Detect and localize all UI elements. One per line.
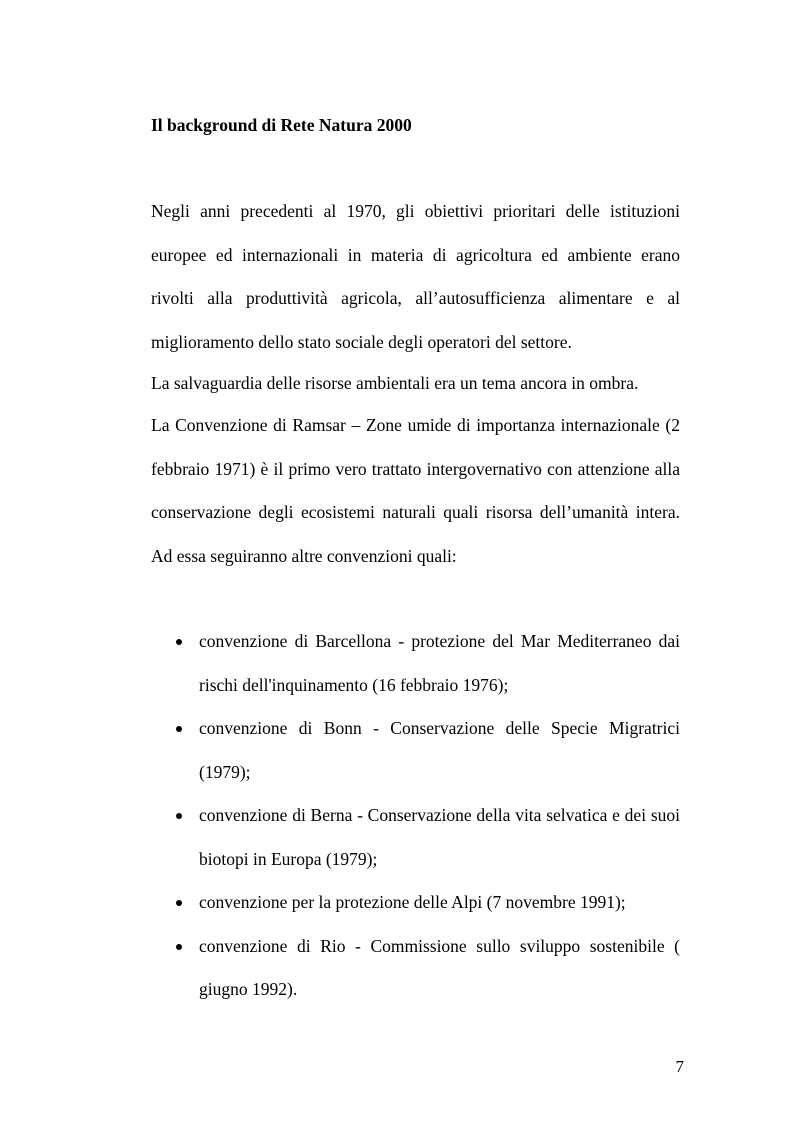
- bullet-icon: [176, 726, 182, 732]
- list-item: [151, 925, 680, 1012]
- conventions-list: [151, 620, 680, 1012]
- bullet-icon: [176, 900, 182, 906]
- paragraph-safeguard: La salvaguardia delle risorse ambientali era un tema ancora in ombra.: [151, 373, 639, 393]
- list-item-text: convenzione di Berna - Conservazione della vita selvatica e dei suoi biotopi in Europa (1979);: [199, 805, 680, 869]
- list-item: [151, 620, 680, 707]
- list-item-text: convenzione di Barcellona - protezione del Mar Mediterraneo dai rischi dell'inquinamento (16 febbraio 1976);: [199, 631, 680, 695]
- list-item-text: convenzione di Rio - Commissione sullo sviluppo sostenibile ( giugno 1992).: [199, 935, 680, 999]
- bullet-icon: [176, 639, 182, 645]
- list-item-text: convenzione di Bonn - Conservazione delle Specie Migratrici (1979);: [199, 718, 680, 782]
- bullet-icon: [176, 944, 182, 950]
- section-heading: Il background di Rete Natura 2000: [151, 115, 412, 135]
- list-item: [151, 794, 680, 881]
- bullet-icon: [176, 813, 182, 819]
- paragraph-intro: Negli anni precedenti al 1970, gli obiettivi prioritari delle istituzioni europee ed internazionali in materia di agricoltura ed ambiente erano rivolti alla produttività agricola, all’autosufficienza alimentare e al miglioramento dello stato sociale degli operatori del settore.: [151, 201, 680, 352]
- paragraph-ramsar: La Convenzione di Ramsar – Zone umide di importanza internazionale (2 febbraio 1971) è il primo vero trattato intergovernativo con attenzione alla conservazione degli ecosistemi naturali quali risorsa dell’umanità intera. Ad essa seguiranno altre convenzioni quali:: [151, 415, 680, 566]
- list-item: [151, 881, 680, 925]
- list-item: [151, 707, 680, 794]
- page-number: 7: [675, 1057, 684, 1076]
- list-item-text: convenzione per la protezione delle Alpi (7 novembre 1991);: [199, 892, 626, 912]
